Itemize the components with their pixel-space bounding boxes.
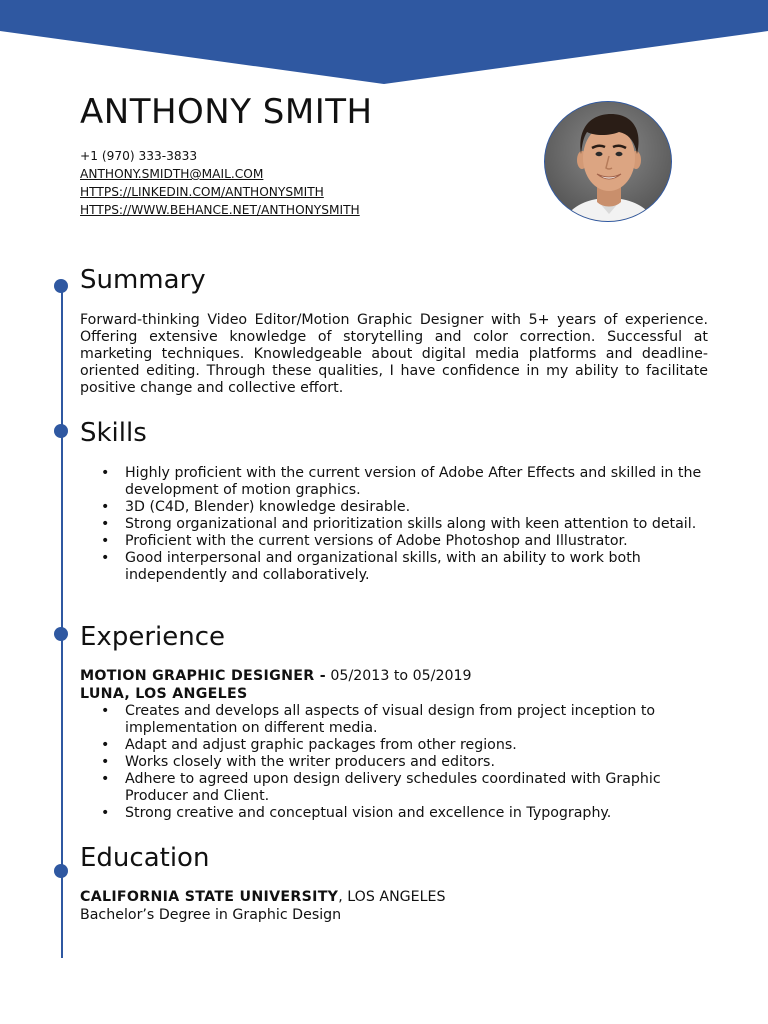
education-heading: Education [80,843,210,873]
header-banner [0,0,768,84]
email-link[interactable]: ANTHONY.SMIDTH@MAIL.COM [80,167,264,181]
summary-heading: Summary [80,265,206,295]
summary-text: Forward-thinking Video Editor/Motion Graphic Designer with 5+ years of experience. Offering extensive knowledge of storytelling and color correction. Successful at marketing techniques. Knowledgeable about digital media platforms and deadline-oriented editing. Through these qualities, I have confidence in my ability to facilitate positive change and collective effort. [80,312,708,396]
experience-heading: Experience [80,622,225,652]
experience-list [80,703,710,822]
skills-list [80,465,710,584]
profile-photo [544,101,672,222]
portrait-illustration [545,102,672,222]
list-item: • Strong organizational and prioritization skills along with keen attention to detail. [80,516,710,533]
job-company: LUNA, LOS ANGELES [80,685,248,702]
job-header [80,668,472,703]
timeline-dot-skills [54,424,68,438]
degree: Bachelor’s Degree in Graphic Design [80,906,342,923]
list-item: • Adhere to agreed upon design delivery schedules coordinated with Graphic Producer and Client. [80,771,710,805]
list-item: • Strong creative and conceptual vision and excellence in Typography. [80,805,710,822]
school-location: , LOS ANGELES [338,889,446,905]
list-item: • Good interpersonal and organizational skills, with an ability to work both independently and collaboratively. [80,550,710,584]
contact-info [80,147,360,219]
linkedin-link[interactable]: HTTPS://LINKEDIN.COM/ANTHONYSMITH [80,185,324,199]
skills-heading: Skills [80,418,147,448]
timeline-dot-summary [54,279,68,293]
list-item: • 3D (C4D, Blender) knowledge desirable. [80,499,710,516]
timeline-dot-education [54,864,68,878]
job-dates: 05/2013 to 05/2019 [330,668,472,684]
school-name: CALIFORNIA STATE UNIVERSITY [80,889,339,905]
list-item: • Creates and develops all aspects of visual design from project inception to implementation on different media. [80,703,710,737]
timeline-dot-experience [54,627,68,641]
candidate-name: ANTHONY SMITH [80,92,373,132]
phone-number: +1 (970) 333-3833 [80,149,198,163]
behance-link[interactable]: HTTPS://WWW.BEHANCE.NET/ANTHONYSMITH [80,203,360,217]
list-item: • Highly proficient with the current version of Adobe After Effects and skilled in the development of motion graphics. [80,465,710,499]
job-title: MOTION GRAPHIC DESIGNER - [80,668,326,684]
list-item: • Adapt and adjust graphic packages from other regions. [80,737,710,754]
list-item: • Works closely with the writer producers and editors. [80,754,710,771]
timeline-line [61,286,63,958]
list-item: • Proficient with the current versions of Adobe Photoshop and Illustrator. [80,533,710,550]
education-entry [80,889,446,924]
